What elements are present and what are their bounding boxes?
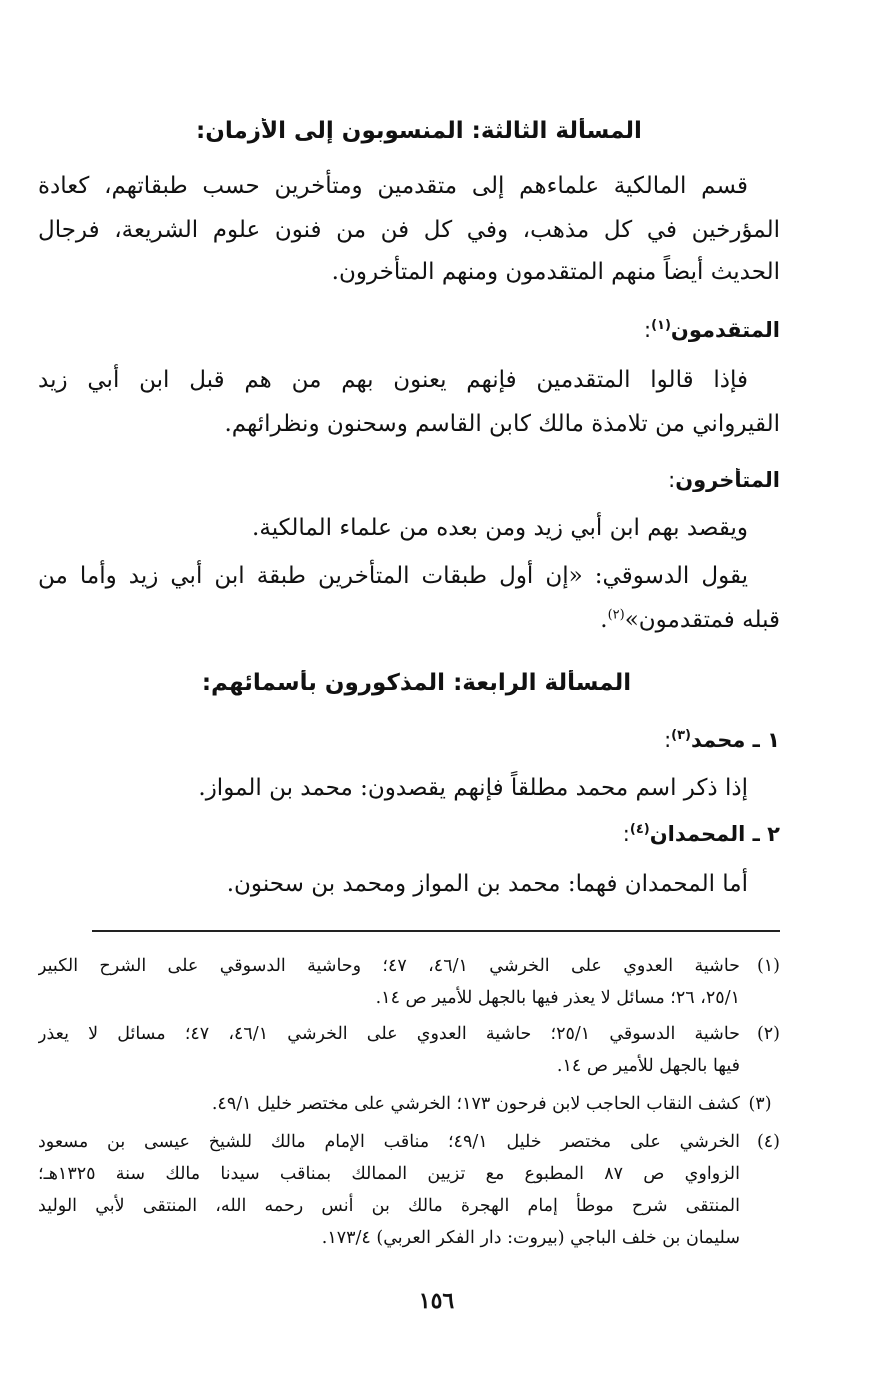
footnote-text: حاشية الدسوقي ٢٥/١؛ حاشية العدوي على الخرشي ٤٦/١، ٤٧؛ مسائل لا يعذر <box>38 1024 740 1044</box>
paragraph-line <box>38 598 780 642</box>
footnote-ref: (١) <box>651 318 671 333</box>
footnote-line: ٢٥/١، ٢٦؛ مسائل لا يعذر فيها بالجهل للأمير ص ١٤. <box>375 988 740 1008</box>
subheading-colon: : <box>622 822 630 846</box>
subheading-colon: : <box>664 728 672 752</box>
paragraph-line: إذا ذكر اسم محمد مطلقاً فإنهم يقصدون: محمد بن المواز. <box>198 775 748 801</box>
footnote-line: فيها بالجهل للأمير ص ١٤. <box>556 1056 740 1076</box>
footnote-text: حاشية العدوي على الخرشي ٤٦/١، ٤٧؛ وحاشية الدسوقي على الشرح الكبير <box>38 956 740 976</box>
footnote-line <box>38 1088 780 1120</box>
section-heading-text: المسألة الثالثة: المنسوبون إلى الأزمان: <box>196 118 642 144</box>
item-term: محمد <box>691 728 746 752</box>
paragraph-line: يقول الدسوقي: «إن أول طبقات المتأخرين طبقة ابن أبي زيد وأما من <box>38 563 748 589</box>
footnote-ref: (٤) <box>629 822 650 837</box>
footnote-line: سليمان بن خلف الباجي (بيروت: دار الفكر العربي) ١٧٣/٤. <box>321 1228 740 1248</box>
item-number: ١ ـ <box>752 728 780 752</box>
subheading-colon: : <box>644 318 652 342</box>
subheading-late <box>38 468 780 492</box>
footnote-line <box>38 950 780 982</box>
item-term: المحمدان <box>649 822 746 846</box>
subheading-colon: : <box>668 468 676 492</box>
footnote-number: (٢) <box>756 1024 780 1044</box>
footnote-number: (٣) <box>748 1094 772 1114</box>
subheading-term: المتأخرون <box>675 468 780 492</box>
footnote-line <box>38 1018 780 1050</box>
footnote-line: الزواوي ص ٨٧ المطبوع مع تزيين الممالك بمناقب سيدنا مالك سنة ١٣٢٥هـ؛ <box>38 1164 740 1184</box>
period: . <box>600 607 608 633</box>
footnote-text: الخرشي على مختصر خليل ٤٩/١؛ مناقب الإمام مالك للشيخ عيسى بن مسعود <box>38 1132 740 1152</box>
paragraph-line: المؤرخين في كل مذهب، وفي كل فن من فنون علوم الشريعة، فرجال <box>38 217 780 243</box>
list-item-heading <box>38 728 780 752</box>
footnote-ref: (٣) <box>671 728 691 743</box>
quote-text: قبله فمتقدمون» <box>624 607 780 633</box>
list-item-heading <box>38 822 780 846</box>
footnote-number: (١) <box>756 956 780 976</box>
item-number: ٢ ـ <box>752 822 780 846</box>
subheading-term: المتقدمون <box>670 318 780 342</box>
subheading-early <box>38 318 780 342</box>
paragraph-line: القيرواني من تلامذة مالك كابن القاسم وسحنون ونظرائهم. <box>224 411 780 437</box>
footnote-line <box>38 1126 780 1158</box>
section-heading <box>0 670 873 696</box>
footnote-text: كشف النقاب الحاجب لابن فرحون ١٧٣؛ الخرشي على مختصر خليل ٤٩/١. <box>211 1094 740 1114</box>
paragraph-line: أما المحمدان فهما: محمد بن المواز ومحمد بن سحنون. <box>226 871 748 897</box>
paragraph-line: فإذا قالوا المتقدمين فإنهم يعنون بهم من هم قبل ابن أبي زيد <box>38 367 748 393</box>
paragraph-line: الحديث أيضاً منهم المتقدمون ومنهم المتأخرون. <box>331 259 780 285</box>
page-number: ١٥٦ <box>418 1288 455 1314</box>
footnote-separator <box>92 930 780 932</box>
footnote-number: (٤) <box>756 1132 780 1152</box>
footnote-ref: (٢) <box>607 607 625 623</box>
paragraph-line: ويقصد بهم ابن أبي زيد ومن بعده من علماء المالكية. <box>252 515 748 541</box>
section-heading <box>0 118 873 144</box>
section-heading-text: المسألة الرابعة: المذكورون بأسمائهم: <box>201 670 632 696</box>
paragraph-line: قسم المالكية علماءهم إلى متقدمين ومتأخرين حسب طبقاتهم، كعادة <box>38 173 748 199</box>
footnote-line: المنتقى شرح موطأ إمام الهجرة مالك بن أنس رحمه الله، المنتقى لأبي الوليد <box>38 1196 740 1216</box>
